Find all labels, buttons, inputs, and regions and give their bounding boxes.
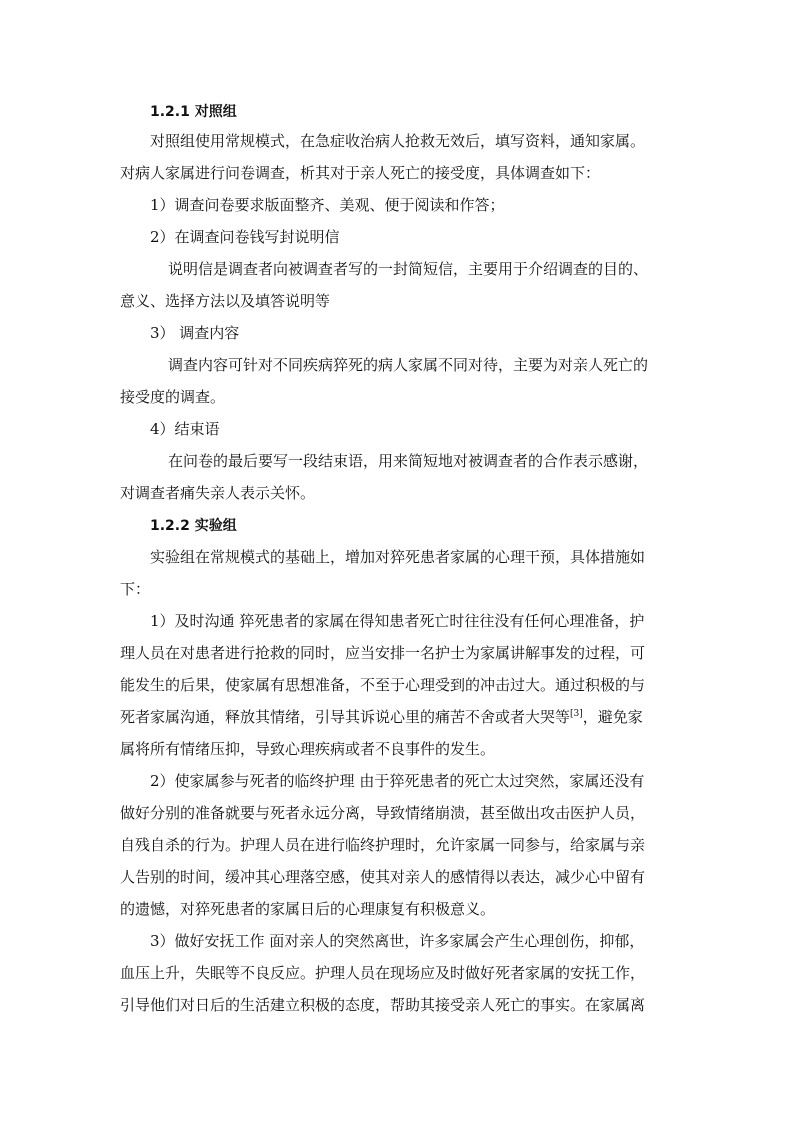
citation-reference: [3] bbox=[570, 709, 583, 719]
section-heading-1-2-2: 1.2.2 实验组 bbox=[150, 518, 237, 534]
list-item: 4）结束语 bbox=[150, 420, 220, 438]
paragraph-line: 做好分别的准备就要与死者永远分离，导致情绪崩溃，甚至做出攻击医护人员， bbox=[120, 804, 646, 822]
paragraph-line: 对照组使用常规模式，在急症收治病人抢救无效后，填写资料，通知家属。 bbox=[150, 132, 646, 150]
paragraph-line: 说明信是调查者向被调查者写的一封简短信，主要用于介绍调查的目的、 bbox=[168, 260, 649, 278]
paragraph-line: 接受度的调查。 bbox=[120, 388, 226, 406]
list-item: 3） 调查内容 bbox=[150, 324, 240, 342]
paragraph-line: 血压上升，失眠等不良反应。护理人员在现场应及时做好死者家属的安抚工作， bbox=[120, 964, 646, 982]
paragraph-line: 的遗憾，对猝死患者的家属日后的心理康复有积极意义。 bbox=[120, 900, 496, 918]
paragraph-line: 属将所有情绪压抑，导致心理疾病或者不良事件的发生。 bbox=[120, 740, 496, 758]
paragraph-line: 对病人家属进行问卷调查，析其对于亲人死亡的接受度，具体调查如下： bbox=[120, 164, 601, 182]
paragraph-line bbox=[120, 707, 643, 727]
list-item: 1）调查问卷要求版面整齐、美观、便于阅读和作答； bbox=[150, 196, 505, 214]
paragraph-line: 下： bbox=[120, 580, 151, 598]
paragraph-line: 2）使家属参与死者的临终护理 由于猝死患者的死亡太过突然，家属还没有 bbox=[150, 772, 645, 790]
paragraph-line: 引导他们对日后的生活建立积极的态度，帮助其接受亲人死亡的事实。在家属离 bbox=[120, 996, 646, 1014]
paragraph-text: ，避免家 bbox=[582, 708, 643, 726]
paragraph-line: 在问卷的最后要写一段结束语，用来简短地对被调查者的合作表示感谢， bbox=[168, 452, 649, 470]
paragraph-text: 死者家属沟通，释放其情绪，引导其诉说心里的痛苦不舍或者大哭等 bbox=[120, 708, 571, 726]
paragraph-line: 对调查者痛失亲人表示关怀。 bbox=[120, 484, 316, 502]
paragraph-line: 人告别的时间，缓冲其心理落空感，使其对亲人的感情得以表达，减少心中留有 bbox=[120, 868, 646, 886]
paragraph-line: 调查内容可针对不同疾病猝死的病人家属不同对待，主要为对亲人死亡的 bbox=[168, 356, 649, 374]
paragraph-line: 实验组在常规模式的基础上，增加对猝死患者家属的心理干预，具体措施如 bbox=[150, 548, 646, 566]
list-item: 2）在调查问卷钱写封说明信 bbox=[150, 228, 340, 246]
paragraph-line: 能发生的后果，使家属有思想准备，不至于心理受到的冲击过大。通过积极的与 bbox=[120, 676, 646, 694]
paragraph-line: 理人员在对患者进行抢救的同时，应当安排一名护士为家属讲解事发的过程，可 bbox=[120, 644, 646, 662]
paragraph-line: 3）做好安抚工作 面对亲人的突然离世，许多家属会产生心理创伤，抑郁， bbox=[150, 932, 645, 950]
paragraph-line: 1）及时沟通 猝死患者的家属在得知患者死亡时往往没有任何心理准备，护 bbox=[150, 612, 645, 630]
paragraph-line: 自残自杀的行为。护理人员在进行临终护理时，允许家属一同参与，给家属与亲 bbox=[120, 836, 646, 854]
paragraph-line: 意义、选择方法以及填答说明等 bbox=[120, 292, 331, 310]
section-heading-1-2-1: 1.2.1 对照组 bbox=[150, 104, 237, 120]
